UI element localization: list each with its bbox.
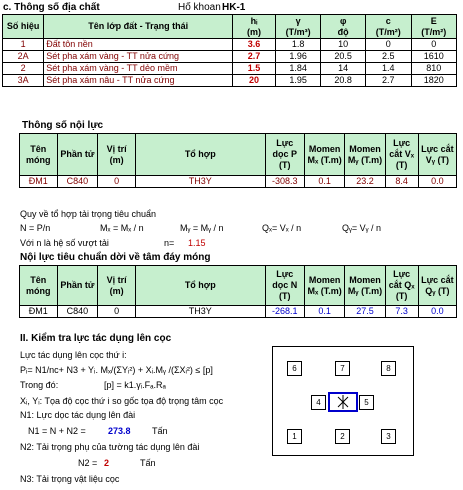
borehole-value: HK-1 (222, 2, 246, 13)
standard-forces-row: ĐM1 C840 0 TH3Y -268.1 0.1 27.5 7.3 0.0 (20, 306, 457, 318)
soil-row: 2A Sét pha xám vàng - TT nửa cứng 2.7 1.96 20.5 2.5 1610 (3, 51, 457, 63)
factor-value: 1.15 (188, 238, 206, 248)
col-e: E (T/m²) (411, 15, 457, 39)
section-c-title: c. Thông số địa chất (3, 2, 100, 13)
column-marker (328, 392, 358, 412)
text-line: Lực tác dụng lên cọc thứ i: (20, 350, 127, 360)
text-line: N3: Tải trọng vật liệu cọc (20, 474, 120, 484)
pile-box: 1 (287, 429, 302, 444)
col-c: c (T/m²) (366, 15, 411, 39)
factor-n: n= (164, 238, 175, 248)
pile-box: 6 (287, 361, 302, 376)
soil-row: 3A Sét pha xám nâu - TT nửa cứng 20 1.95 20.8 2.7 1820 (3, 75, 457, 87)
unit: Tấn (140, 458, 156, 468)
mx-equation: Mₓ = Mₓ / n (100, 223, 144, 233)
text-line: Trong đó: (20, 380, 59, 390)
n-equation: N = P/n (20, 223, 51, 233)
n1-value: 273.8 (108, 426, 131, 436)
pile-box: 8 (381, 361, 396, 376)
col-name: Tên lớp đất - Trạng thái (44, 15, 233, 39)
pile-box: 5 (359, 395, 374, 410)
text-line: N2: Tải trọng phụ của tường tác dụng lên đài (20, 442, 200, 452)
text-line: N2 = (78, 458, 98, 468)
soil-table (2, 14, 457, 87)
soil-row: 2 Sét pha xám vàng - TT dẻo mềm 1.5 1.84 14 1.4 810 (3, 63, 457, 75)
section-ii-title: II. Kiểm tra lực tác dụng lên cọc (20, 333, 172, 344)
factor-label: Với n là hệ số vượt tải (20, 238, 109, 248)
text-line: N1 = N + N2 = (28, 426, 86, 436)
borehole-label: Hố khoan (178, 2, 221, 13)
pile-layout-diagram (272, 346, 414, 456)
col-h: hᵢ (m) (233, 15, 276, 39)
qy-equation: Qᵧ= Vᵧ / n (342, 223, 382, 233)
pile-box: 4 (311, 395, 326, 410)
column-cross-icon (330, 394, 356, 410)
text-line: Xᵢ, Yᵢ: Tọa độ cọc thứ i so gốc tọa độ trọng tâm cọc (20, 396, 224, 406)
pile-box: 7 (335, 361, 350, 376)
formula-line: Pᵢ= N1/nc+ N3 + Yᵢ. Mₓ/(ΣYᵢ²) + Xᵢ.Mᵧ /(ΣXᵢ²) ≤ [p] (20, 365, 213, 375)
my-equation: Mᵧ = Mᵧ / n (180, 223, 224, 233)
col-gamma: γ (T/m³) (275, 15, 320, 39)
formula-line: [p] = k1.γᵢ.Fₐ.Rₐ (104, 380, 166, 390)
internal-forces-table: Tên móng Phần tử Vị trí (m) Tổ hợp Lực dọc P (T) Momen Mₓ (T.m) Momen Mᵧ (T.m) Lực cắt Vₓ (T) Lực cắt Vᵧ (T) ĐM1 C840 0 TH3Y -308.3 0.1 23.2 8.4 0.0 (19, 133, 457, 188)
rule-line: Quy về tổ hợp tải trọng tiêu chuẩn (20, 209, 156, 219)
pile-box: 3 (381, 429, 396, 444)
standard-forces-title: Nội lực tiêu chuẩn dời về tâm đáy móng (20, 252, 211, 263)
internal-forces-row: ĐM1 C840 0 TH3Y -308.3 0.1 23.2 8.4 0.0 (20, 176, 457, 188)
internal-forces-title: Thông số nội lực (22, 120, 104, 131)
col-id: Số hiệu (3, 15, 44, 39)
n2-value: 2 (104, 458, 110, 468)
text-line: N1: Lực dọc tác dụng lên đài (20, 410, 136, 420)
col-phi: φ độ (321, 15, 366, 39)
standard-forces-table: Tên móng Phần tử Vị trí (m) Tổ hợp Lực dọc N (T) Momen Mₓ (T.m) Momen Mᵧ (T.m) Lực cắt Qₓ (T) Lực cắt Qᵧ (T) ĐM1 C840 0 TH3Y -268.1 0.1 27.5 7.3 0.0 (19, 265, 457, 318)
unit: Tấn (152, 426, 168, 436)
pile-box: 2 (335, 429, 350, 444)
soil-row: 1 Đất tôn nền 3.6 1.8 10 0 0 (3, 39, 457, 51)
qx-equation: Qₓ= Vₓ / n (262, 223, 302, 233)
